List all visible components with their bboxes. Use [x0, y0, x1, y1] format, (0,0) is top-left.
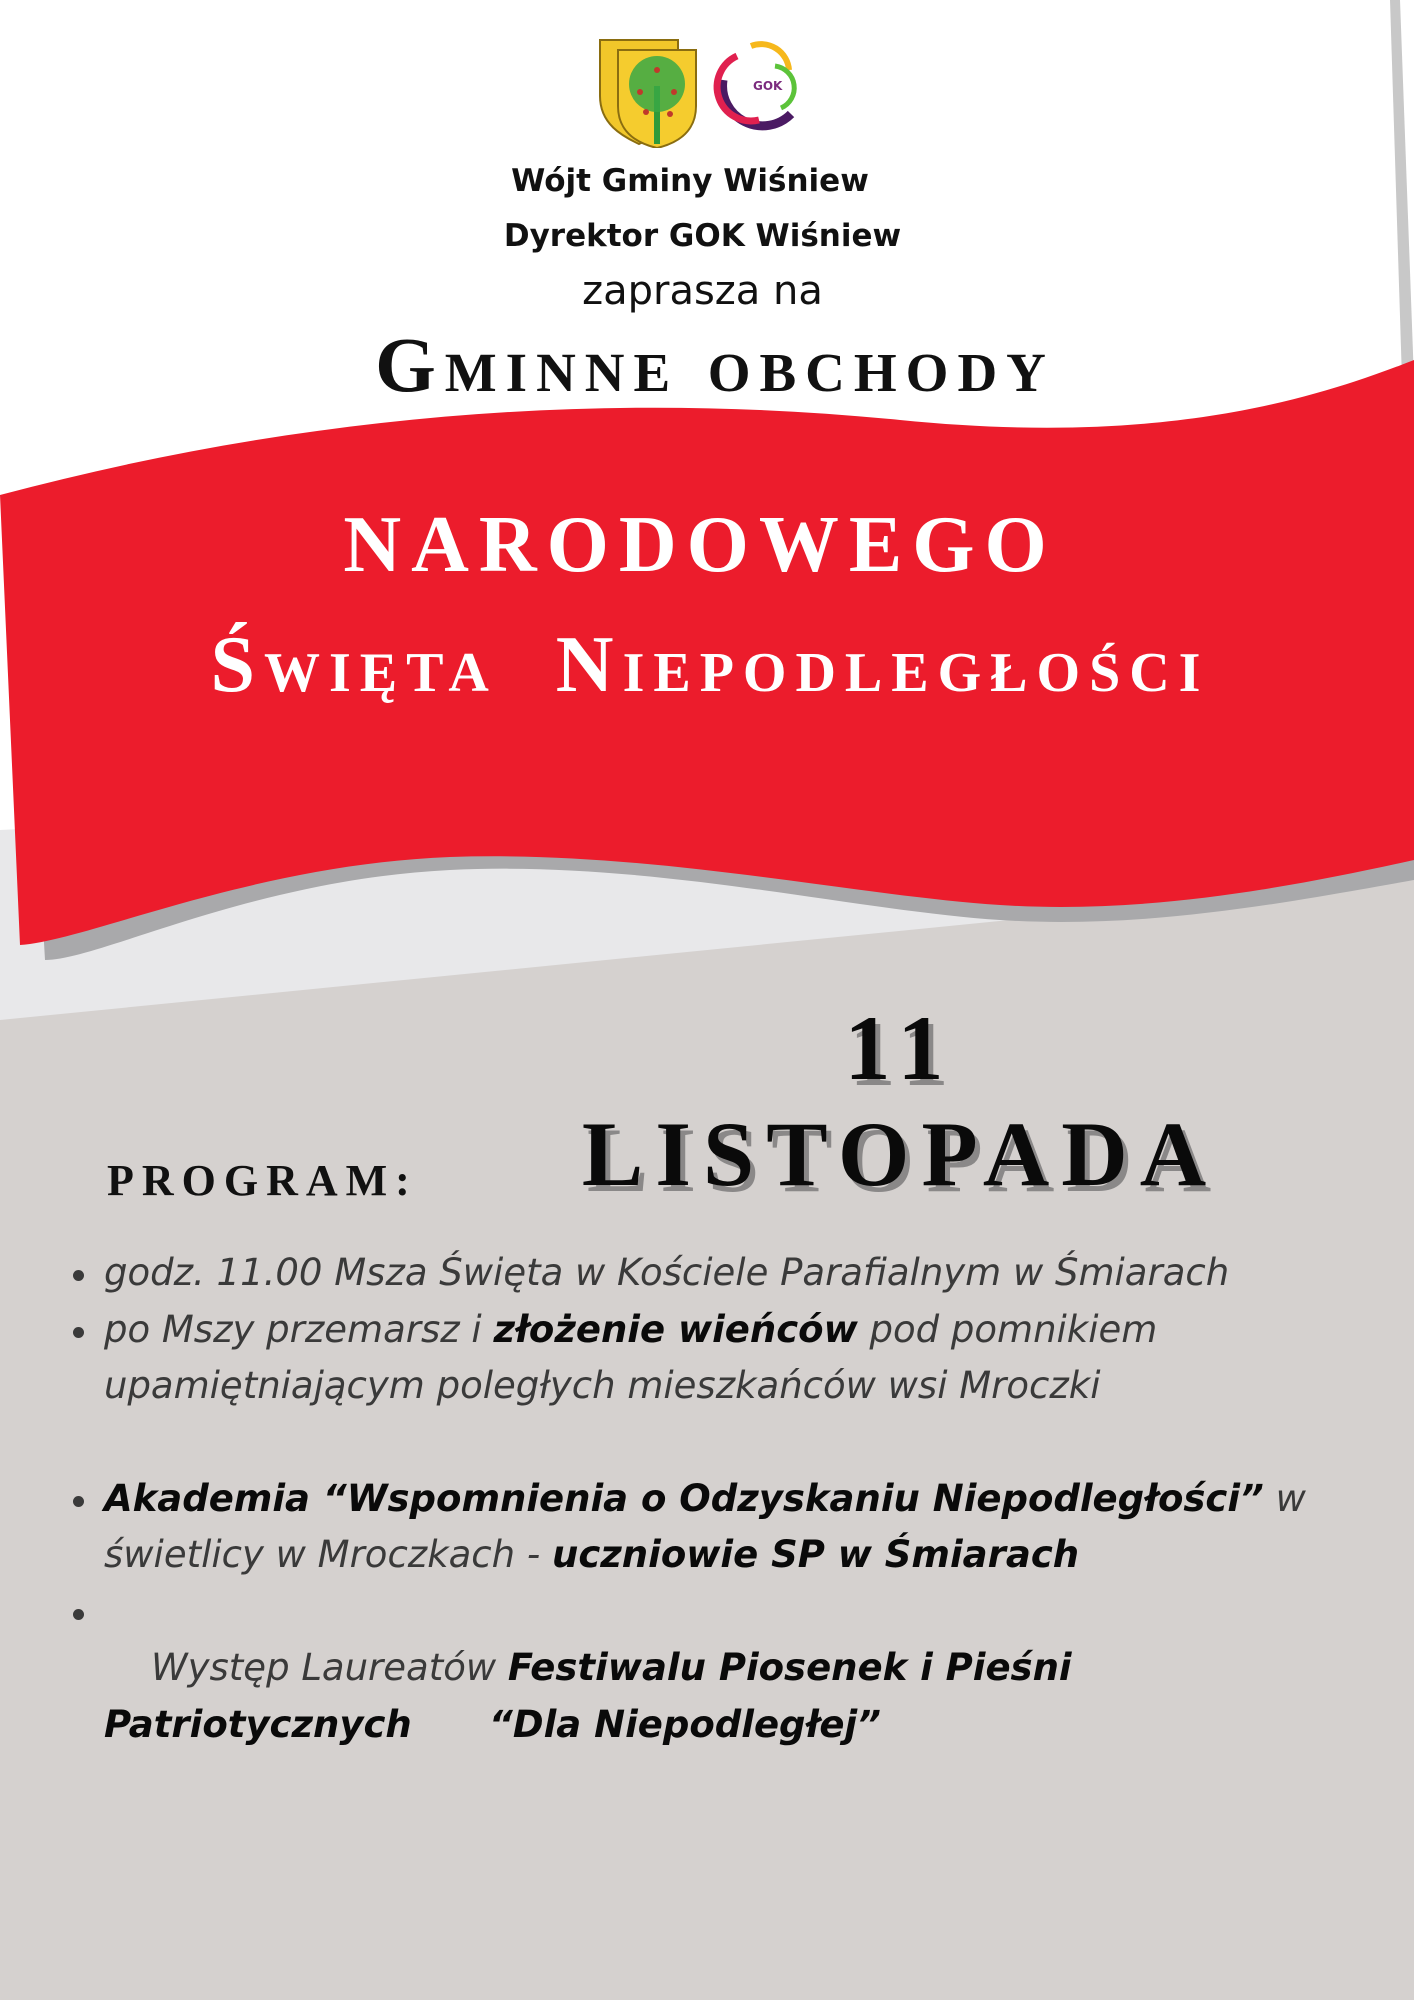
program-list	[70, 1245, 1390, 1810]
program-item-text: godz. 11.00 Msza Święta w Kościele Parafialnym w Śmiarach	[104, 1251, 1230, 1294]
svg-text:GOK: GOK	[753, 79, 783, 93]
program-item	[70, 1245, 1390, 1302]
program-item-text: w świetlicy w Mroczkach -	[104, 1476, 1306, 1576]
program-item-emphasis: złożenie wieńców	[493, 1307, 858, 1351]
event-date: 11 LISTOPADA	[581, 997, 1219, 1205]
title-swieta-niepodleglosci: Święta Niepodległości	[210, 621, 1210, 709]
title-narodowego: NARODOWEGO	[343, 501, 1057, 589]
program-item-text: pod pomnikiem upamiętniającym poległych mieszkańców wsi Mroczki	[104, 1307, 1158, 1407]
gok-logo-icon	[717, 44, 794, 126]
program-heading: PROGRAM:	[107, 1156, 418, 1205]
invite-text: zaprasza na	[582, 268, 823, 314]
coat-of-arms-icon	[600, 40, 696, 148]
program-item-emphasis: Festiwalu Piosenek i Pieśni Patriotycznych “Dla Niepodległej”	[104, 1646, 1085, 1746]
program-item-emphasis: uczniowie SP w Śmiarach	[551, 1533, 1080, 1576]
program-item	[70, 1584, 1390, 1810]
organizer-gok-director: Dyrektor GOK Wiśniew	[503, 218, 902, 254]
program-item-text: po Mszy przemarsz i	[104, 1307, 494, 1351]
program-item-text: Występ Laureatów	[151, 1646, 508, 1689]
program-item-emphasis: Akademia “Wspomnienia o Odzyskaniu Niepodległości”	[104, 1476, 1264, 1520]
program-item	[70, 1471, 1390, 1584]
title-gminne-obchody: Gminne obchody	[375, 321, 1055, 408]
logos	[596, 36, 816, 148]
organizer-wojt: Wójt Gminy Wiśniew	[511, 163, 869, 199]
program-item	[70, 1302, 1390, 1415]
